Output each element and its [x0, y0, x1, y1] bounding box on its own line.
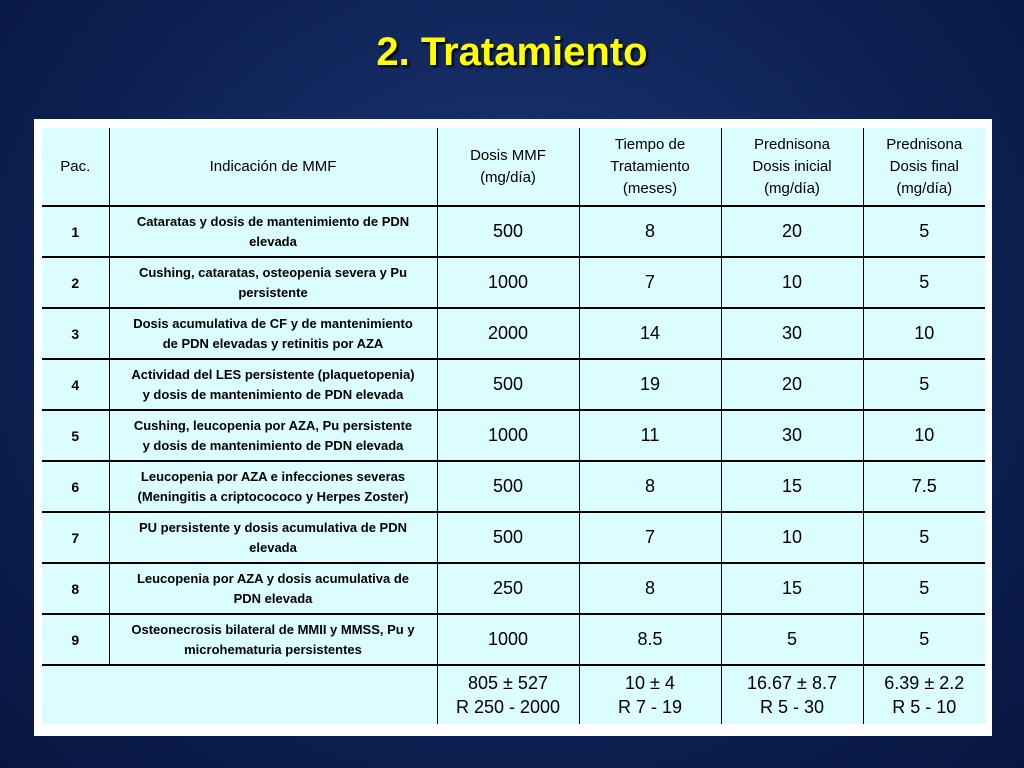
header-pdn-final: Prednisona Dosis final (mg/día)	[863, 128, 985, 206]
cell-pdn-inicial: 30	[721, 410, 863, 461]
cell-indicacion: Actividad del LES persistente (plaquetopenia) y dosis de mantenimiento de PDN elevada	[109, 359, 437, 410]
cell-pdn-final: 10	[863, 308, 985, 359]
cell-pac: 5	[42, 410, 109, 461]
table-row	[42, 206, 985, 257]
header-tiempo: Tiempo de Tratamiento (meses)	[579, 128, 721, 206]
cell-indicacion: Leucopenia por AZA y dosis acumulativa de PDN elevada	[109, 563, 437, 614]
summary-empty-cell	[42, 665, 437, 724]
cell-indicacion: PU persistente y dosis acumulativa de PDN elevada	[109, 512, 437, 563]
header-pac: Pac.	[42, 128, 109, 206]
cell-indicacion: Cushing, leucopenia por AZA, Pu persistente y dosis de mantenimiento de PDN elevada	[109, 410, 437, 461]
cell-dosis: 2000	[437, 308, 579, 359]
cell-dosis: 500	[437, 359, 579, 410]
table-row	[42, 512, 985, 563]
treatment-table	[42, 128, 985, 724]
cell-pac: 1	[42, 206, 109, 257]
cell-pdn-final: 5	[863, 614, 985, 665]
cell-pdn-inicial: 10	[721, 257, 863, 308]
table-row	[42, 257, 985, 308]
cell-indicacion: Leucopenia por AZA e infecciones severas (Meningitis a criptocococo y Herpes Zoster)	[109, 461, 437, 512]
cell-pac: 2	[42, 257, 109, 308]
cell-pdn-inicial: 10	[721, 512, 863, 563]
cell-tiempo: 7	[579, 257, 721, 308]
cell-pdn-inicial: 15	[721, 563, 863, 614]
cell-pdn-final: 10	[863, 410, 985, 461]
cell-pdn-final: 5	[863, 359, 985, 410]
cell-pdn-inicial: 5	[721, 614, 863, 665]
cell-pdn-inicial: 20	[721, 206, 863, 257]
cell-pdn-final: 5	[863, 206, 985, 257]
cell-indicacion: Cushing, cataratas, osteopenia severa y Pu persistente	[109, 257, 437, 308]
cell-pdn-inicial: 20	[721, 359, 863, 410]
cell-pdn-inicial: 15	[721, 461, 863, 512]
cell-dosis: 1000	[437, 410, 579, 461]
table-row	[42, 614, 985, 665]
cell-indicacion: Osteonecrosis bilateral de MMII y MMSS, Pu y microhematuria persistentes	[109, 614, 437, 665]
cell-pac: 4	[42, 359, 109, 410]
cell-dosis: 1000	[437, 257, 579, 308]
cell-dosis: 500	[437, 461, 579, 512]
cell-indicacion: Cataratas y dosis de mantenimiento de PDN elevada	[109, 206, 437, 257]
cell-dosis: 500	[437, 206, 579, 257]
cell-dosis: 250	[437, 563, 579, 614]
cell-tiempo: 8	[579, 563, 721, 614]
table-row	[42, 308, 985, 359]
cell-tiempo: 8.5	[579, 614, 721, 665]
summary-tiempo: 10 ± 4 R 7 - 19	[579, 665, 721, 724]
header-dosis-mmf: Dosis MMF (mg/día)	[437, 128, 579, 206]
header-row	[42, 128, 985, 206]
cell-tiempo: 14	[579, 308, 721, 359]
cell-pac: 8	[42, 563, 109, 614]
table-row	[42, 461, 985, 512]
cell-tiempo: 8	[579, 461, 721, 512]
cell-pac: 7	[42, 512, 109, 563]
cell-pdn-final: 5	[863, 563, 985, 614]
summary-dosis: 805 ± 527 R 250 - 2000	[437, 665, 579, 724]
cell-dosis: 1000	[437, 614, 579, 665]
summary-pdn-final: 6.39 ± 2.2 R 5 - 10	[863, 665, 985, 724]
summary-row	[42, 665, 985, 724]
cell-pdn-final: 5	[863, 512, 985, 563]
cell-tiempo: 11	[579, 410, 721, 461]
table-row	[42, 410, 985, 461]
cell-dosis: 500	[437, 512, 579, 563]
header-indicacion: Indicación de MMF	[109, 128, 437, 206]
cell-tiempo: 7	[579, 512, 721, 563]
cell-indicacion: Dosis acumulativa de CF y de mantenimiento de PDN elevadas y retinitis por AZA	[109, 308, 437, 359]
slide-title: 2. Tratamiento	[376, 30, 648, 74]
cell-pac: 6	[42, 461, 109, 512]
cell-tiempo: 19	[579, 359, 721, 410]
cell-pac: 9	[42, 614, 109, 665]
cell-tiempo: 8	[579, 206, 721, 257]
cell-pdn-inicial: 30	[721, 308, 863, 359]
table-row	[42, 563, 985, 614]
header-pdn-inicial: Prednisona Dosis inicial (mg/día)	[721, 128, 863, 206]
cell-pac: 3	[42, 308, 109, 359]
summary-pdn-inicial: 16.67 ± 8.7 R 5 - 30	[721, 665, 863, 724]
cell-pdn-final: 5	[863, 257, 985, 308]
cell-pdn-final: 7.5	[863, 461, 985, 512]
table-row	[42, 359, 985, 410]
